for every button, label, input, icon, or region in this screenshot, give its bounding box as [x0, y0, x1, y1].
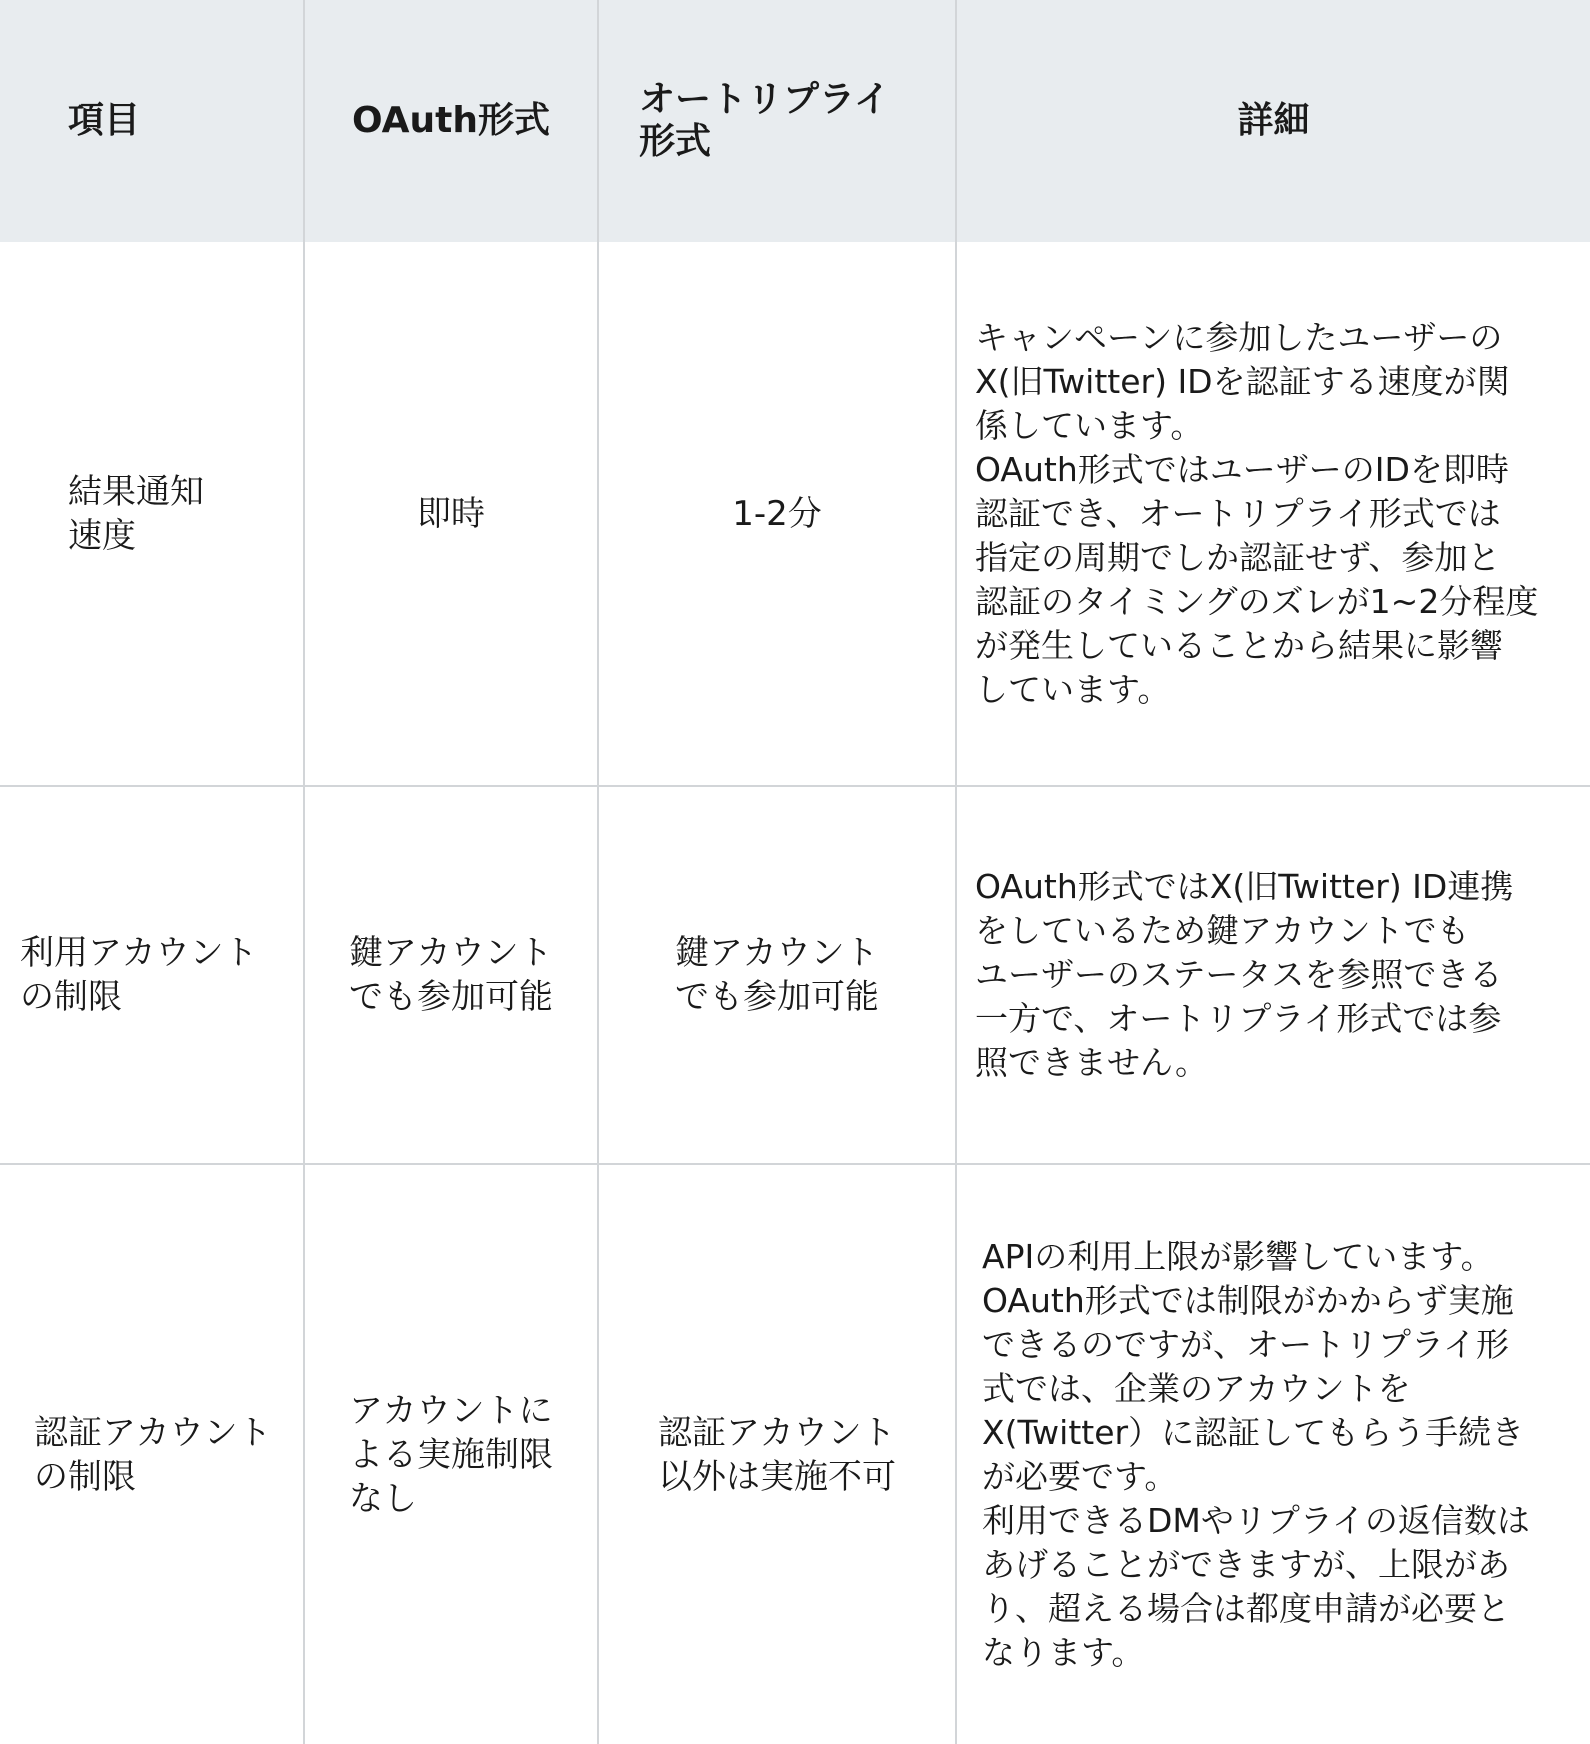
table-row-1-detail — [957, 242, 1590, 787]
row-3-item-label: 認証アカウント の制限 — [34, 1412, 272, 1497]
header-detail-label: 詳細 — [1237, 100, 1310, 141]
table-row-3-detail — [957, 1165, 1590, 1744]
row-2-detail-text: OAuth形式ではX(旧Twitter) ID連携 をしているため鍵アカウントでも ユーザーのステータスを参照できる 一方で、オートリプライ形式では参 照できません。 — [975, 867, 1514, 1082]
table-row-3-oauth — [305, 1165, 599, 1744]
header-cell-detail — [957, 0, 1590, 242]
header-autoreply-label: オートリプライ 形式 — [639, 79, 890, 162]
header-cell-item — [0, 0, 305, 242]
header-cell-autoreply — [599, 0, 957, 242]
table-row-2-oauth — [305, 787, 599, 1165]
table-row-2-detail — [957, 787, 1590, 1165]
row-3-autoreply-value: 認証アカウント 以外は実施不可 — [658, 1412, 896, 1497]
row-2-item-label: 利用アカウント の制限 — [20, 933, 258, 1017]
row-1-detail-text: キャンペーンに参加したユーザーの X(旧Twitter) IDを認証する速度が関 係しています。 OAuth形式ではユーザーのIDを即時 認証でき、オートリプライ形式では 指定の周期でしか認証せず、参加と 認証のタイミングのズレが1~2分程度 が発生していることから結果に影響 しています。 — [975, 317, 1539, 709]
header-item-label: 項目 — [68, 100, 141, 141]
table-row-3-item — [0, 1165, 305, 1744]
row-1-item-label: 結果通知 速度 — [68, 471, 204, 556]
table-row-2-autoreply — [599, 787, 957, 1165]
row-1-autoreply-value: 1-2分 — [732, 493, 822, 534]
row-3-oauth-value: アカウントに よる実施制限 なし — [349, 1390, 553, 1519]
row-1-oauth-value: 即時 — [417, 493, 485, 534]
row-2-autoreply-value: 鍵アカウント でも参加可能 — [675, 933, 879, 1017]
row-3-detail-text: APIの利用上限が影響しています。 OAuth形式では制限がかからず実施 できるのですが、オートリプライ形 式では、企業のアカウントを X(Twitter）に認証してもらう手続き が必要です。 利用できるDMやリプライの返信数は あげることができますが、上限があ り、超える場合は都度申請が必要と なります。 — [982, 1236, 1530, 1672]
table-row-2-item — [0, 787, 305, 1165]
header-oauth-label: OAuth形式 — [352, 100, 550, 141]
table-row-1-item — [0, 242, 305, 787]
header-cell-oauth — [305, 0, 599, 242]
table-row-3-autoreply — [599, 1165, 957, 1744]
table-row-1-autoreply — [599, 242, 957, 787]
row-2-oauth-value: 鍵アカウント でも参加可能 — [349, 933, 553, 1017]
table-row-1-oauth — [305, 242, 599, 787]
